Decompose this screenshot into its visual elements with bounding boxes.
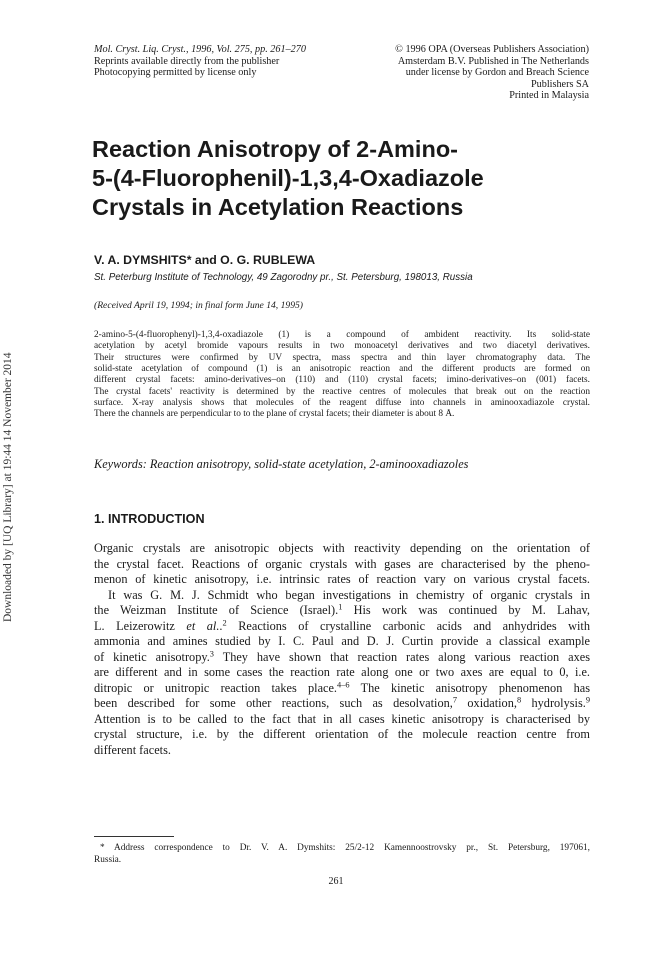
abstract-line: acetylation by acetyl bromide vapours results in two monoacetyl derivatives and two diacetyl derivatives. (94, 341, 590, 352)
body-line: menon of kinetic anisotropy, i.e. intrinsic rates of reaction vary on various crystal facets. (94, 572, 590, 586)
body-line: are different and in some cases the reaction rate along one or two axes are equal to 0, i.e. (94, 665, 590, 679)
body-line: It was G. M. J. Schmidt who began investigations in chemistry of organic crystals in (108, 587, 590, 602)
abstract-line: different crystal facets: amino-derivatives–on (110) and (110) crystal facets; imino-derivatives–on (001) facets. (94, 375, 590, 386)
citation-ref: 4–6 (337, 680, 350, 689)
abstract-line: There the channels are perpendicular to to the plane of crystal facets; their diameter is about 8 Å. (94, 409, 455, 420)
title-line: Crystals in Acetylation Reactions (92, 194, 464, 220)
body-line: different facets. (94, 742, 171, 757)
footnote-line: * Address correspondence to Dr. V. A. Dymshits: 25/2-12 Kamennoostrovsky pr., St. Petersburg, 197061, (100, 843, 590, 853)
citation-ref: 8 (516, 696, 522, 705)
body-line: of kinetic anisotropy.$^3$ They have shown that reaction rates along various reaction axes (94, 649, 590, 664)
abstract-line: The crystal facets' reactivity is determined by the reactive centres of molecules that break out on the reaction (94, 386, 590, 397)
copyright-line: Printed in Malaysia (509, 90, 589, 102)
affiliation: St. Peterburg Institute of Technology, 49 Zagorodny pr., St. Petersburg, 198013, Russia (94, 272, 473, 283)
journal-citation (94, 44, 344, 79)
copyright-notice (340, 44, 589, 102)
abstract-line: surface. X-ray analysis shows that molecules of the reagent diffuse into channels in aminooxadiazole crystal. (94, 398, 590, 409)
body-line: Organic crystals are anisotropic objects with reactivity depending on the orientation of (94, 541, 590, 555)
citation-line: Mol. Cryst. Liq. Cryst., 1996, Vol. 275, pp. 261–270 (94, 44, 306, 55)
authors: V. A. DYMSHITS* and O. G. RUBLEWA (94, 253, 316, 267)
body-line: ditropic or unitropic reaction takes place.$^{4-6}$ The kinetic anisotropy phenomenon has (94, 680, 590, 695)
citation-line: Reprints available directly from the publisher (94, 55, 280, 67)
section-heading: 1. INTRODUCTION (94, 512, 205, 526)
citation-line: Photocopying permitted by license only (94, 67, 257, 79)
body-line: been described for some other reactions, such as desolvation,$^7$ oxidation,$^8$ hydrolysis.$^9$ (94, 696, 590, 710)
title-line: Reaction Anisotropy of 2-Amino- (92, 136, 458, 162)
abstract-line: Their structures were confirmed by UV spectra, mass spectra and thin layer chromatography data. The (94, 352, 590, 363)
footnote-divider (94, 836, 174, 837)
article-title (92, 135, 592, 222)
body-line: crystal structure, i.e. by the different orientation of the molecule reaction centre from (94, 727, 590, 741)
footnote (94, 843, 590, 866)
body-line: L. Leizerowitz et al..$^2$ Reactions of crystalline carbonic acids and anhydrides with (94, 618, 590, 633)
download-watermark: Downloaded by [UQ Library] at 19:44 14 November 2014 (2, 352, 14, 622)
keywords: Keywords: Reaction anisotropy, solid-state acetylation, 2-aminooxadiazoles (94, 457, 469, 471)
copyright-line: Publishers SA (530, 78, 589, 90)
citation-ref: 7 (452, 696, 458, 705)
footnote-line: Russia. (94, 854, 122, 865)
title-line: 5-(4-Fluorophenil)-1,3,4-Oxadiazole (92, 165, 484, 191)
body-line: the crystal facet. Reactions of organic crystals with gases are characterised by the pheno- (94, 556, 590, 571)
abstract (94, 330, 590, 421)
abstract-line: 2-amino-5-(4-fluorophenyl)-1,3,4-oxadiazole (1) is a compound of ambident reactivity. Its solid-state (94, 330, 590, 340)
abstract-line: solid-state acetylation of compound (1) is an anisotropic reaction and the different products are formed on (94, 364, 590, 375)
citation-ref: 2 (222, 618, 227, 627)
body-line: the Weizman Institute of Science (Israel).$^1$ His work was continued by M. Lahav, (94, 603, 590, 617)
received-dates: (Received April 19, 1994; in final form June 14, 1995) (94, 300, 303, 311)
body-line: Attention is to be called to the fact that in all cases kinetic anisotropy is characterised by (94, 711, 590, 726)
copyright-line: © 1996 OPA (Overseas Publishers Association) (395, 44, 589, 55)
body-text (94, 541, 590, 758)
body-line: ammonia and amines studied by I. C. Paul and D. J. Curtin provide a classical example (94, 634, 590, 648)
page-number: 261 (328, 876, 344, 887)
copyright-line: under license by Gordon and Breach Science (405, 67, 589, 79)
citation-ref: 1 (338, 603, 343, 612)
citation-ref: 3 (209, 649, 214, 658)
copyright-line: Amsterdam B.V. Published in The Netherlands (397, 55, 589, 67)
citation-ref: 9 (585, 696, 590, 705)
